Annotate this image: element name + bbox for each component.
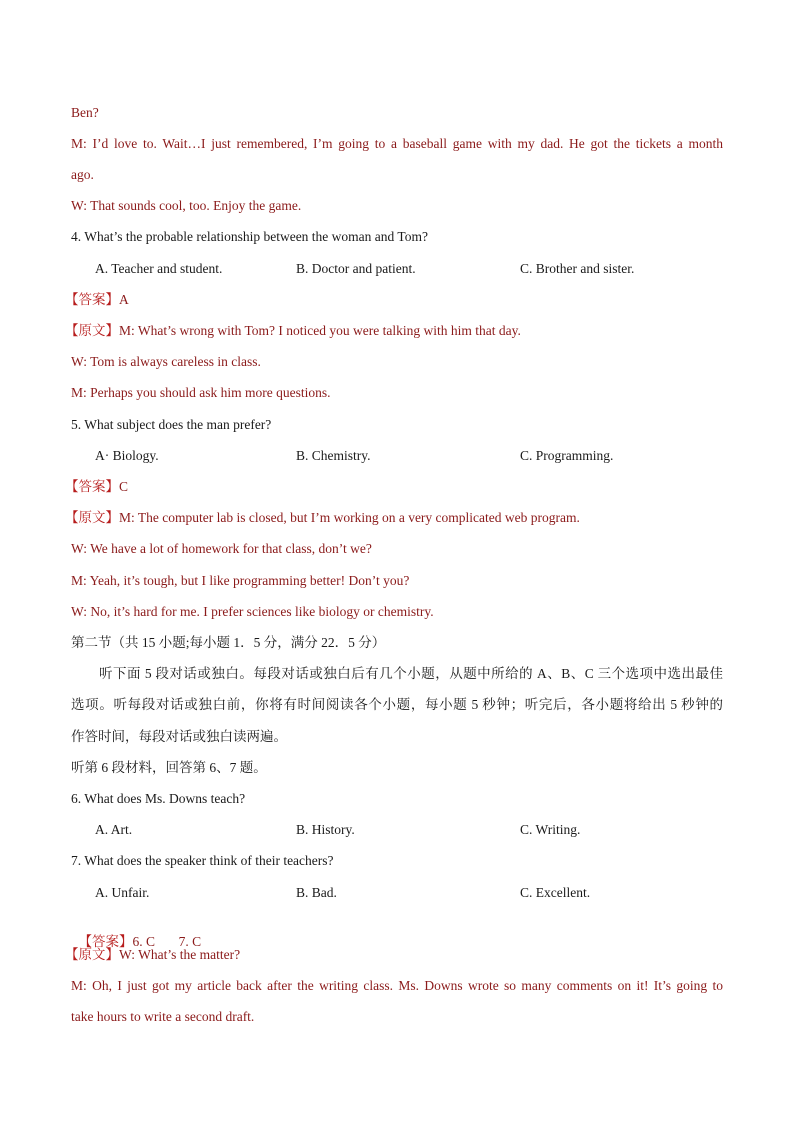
answer-value: A: [119, 292, 129, 307]
question-7: 7. What does the speaker think of their teachers?: [71, 853, 334, 868]
q6-option-a: A. Art.: [95, 822, 133, 837]
answer-tag: 【答案】: [65, 479, 119, 494]
q7-option-c: C. Excellent.: [520, 885, 591, 900]
answer-value: C: [119, 479, 129, 494]
dialogue-line: W: That sounds cool, too. Enjoy the game.: [71, 198, 302, 213]
q6-option-c: C. Writing.: [520, 822, 581, 837]
q6-option-b: B. History.: [296, 822, 355, 837]
dialogue-line: M: Oh, I just got my article back after the writing class. Ms. Downs wrote so many comments on it! It’s going to: [71, 978, 723, 993]
answer-tag: 【答案】: [78, 934, 133, 949]
question-4: 4. What’s the probable relationship between the woman and Tom?: [71, 229, 428, 244]
answer-4: [65, 291, 129, 309]
dialogue-line: M: Perhaps you should ask him more questions.: [71, 385, 331, 400]
q4-option-c: C. Brother and sister.: [520, 261, 635, 276]
question-6: 6. What does Ms. Downs teach?: [71, 791, 246, 806]
dialogue-line: ago.: [71, 167, 94, 182]
dialogue-line: M: Yeah, it’s tough, but I like programming better! Don’t you?: [71, 573, 410, 588]
material-6-heading: 听第 6 段材料，回答第 6、7 题。: [71, 760, 267, 775]
q5-option-c: C. Programming.: [520, 448, 614, 463]
instruction-line: 听下面 5 段对话或独白。每段对话或独白后有几个小题，从题中所给的 A、B、C 三个选项中选出最佳: [99, 666, 723, 681]
q5-option-b: B. Chemistry.: [296, 448, 371, 463]
original-line: W: What’s the matter?: [119, 947, 241, 962]
q7-option-a: A. Unfair.: [95, 885, 150, 900]
dialogue-line: W: No, it’s hard for me. I prefer sciences like biology or chemistry.: [71, 604, 434, 619]
answer-tag: 【答案】: [65, 292, 119, 307]
dialogue-line: Ben?: [71, 105, 99, 120]
answer-5: [65, 478, 128, 496]
dialogue-line: W: Tom is always careless in class.: [71, 354, 261, 369]
original-tag: 【原文】: [65, 947, 119, 962]
dialogue-line: take hours to write a second draft.: [71, 1009, 255, 1024]
original-text-5: [65, 509, 580, 527]
dialogue-line: M: I’d love to. Wait…I just remembered, I’m going to a baseball game with my dad. He got the tickets a month: [71, 136, 723, 151]
instruction-line: 选项。听每段对话或独白前，你将有时间阅读各个小题，每小题 5 秒钟；听完后，各小题将给出 5 秒钟的: [71, 697, 723, 712]
section-2-heading: 第二节（共 15 小题;每小题 1．5 分，满分 22．5 分）: [71, 635, 386, 650]
q4-option-b: B. Doctor and patient.: [296, 261, 416, 276]
question-5: 5. What subject does the man prefer?: [71, 417, 272, 432]
original-tag: 【原文】: [65, 510, 119, 525]
original-text-6-7: [65, 946, 240, 964]
q7-option-b: B. Bad.: [296, 885, 337, 900]
q4-option-a: A. Teacher and student.: [95, 261, 223, 276]
instruction-line: 作答时间，每段对话或独白读两遍。: [71, 729, 287, 744]
q5-option-a: A· Biology.: [95, 448, 159, 463]
answer-value: 6. C 7. C: [132, 934, 202, 949]
dialogue-line: W: We have a lot of homework for that class, don’t we?: [71, 541, 372, 556]
original-line: M: The computer lab is closed, but I’m working on a very complicated web program.: [119, 510, 580, 525]
original-text-4: [65, 322, 521, 340]
original-tag: 【原文】: [65, 323, 119, 338]
original-line: M: What’s wrong with Tom? I noticed you were talking with him that day.: [119, 323, 521, 338]
